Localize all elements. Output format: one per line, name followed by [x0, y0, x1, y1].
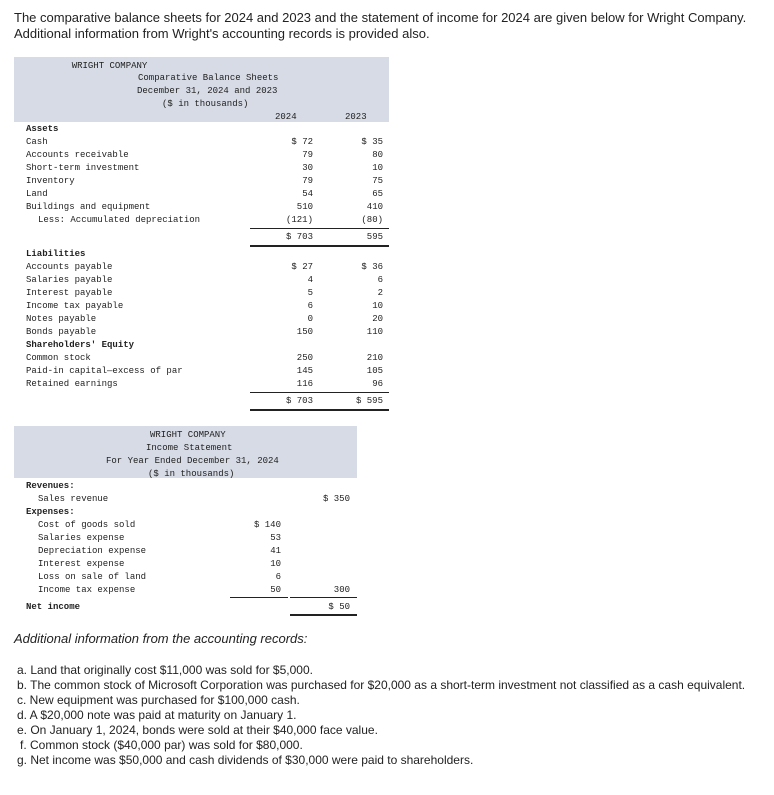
bs-year-strip [14, 112, 389, 122]
list-item: f. Common stock ($40,000 par) was sold for $80,000. [20, 738, 303, 752]
expense-label: Depreciation expense [38, 546, 147, 556]
assets-total-2024: $ 703 [285, 232, 313, 242]
list-item: g. Net income was $50,000 and cash dividends of $30,000 were paid to shareholders. [17, 753, 474, 767]
liability-2024: 150 [296, 327, 313, 337]
liability-label: Income tax payable [26, 301, 124, 311]
expense-label: Salaries expense [38, 533, 125, 543]
le-total-rule [250, 409, 389, 411]
is-title: Income Statement [146, 443, 233, 453]
liability-label: Notes payable [26, 314, 97, 324]
assets-subtotal-rule [250, 228, 389, 229]
le-total-2024: $ 703 [285, 396, 313, 406]
equity-label: Paid-in capital—excess of par [26, 366, 183, 376]
asset-2023: (80) [361, 215, 383, 225]
expense-value: 50 [270, 585, 281, 595]
list-item: e. On January 1, 2024, bonds were sold at their $40,000 face value. [17, 723, 378, 737]
bs-col-2023: 2023 [345, 112, 367, 122]
assets-heading: Assets [26, 124, 59, 134]
equity-heading: Shareholders' Equity [26, 340, 135, 350]
is-units: ($ in thousands) [148, 469, 235, 479]
asset-2024: (121) [285, 215, 313, 225]
asset-2023: 65 [372, 189, 383, 199]
equity-2023: 96 [372, 379, 383, 389]
asset-2023: 80 [372, 150, 383, 160]
expense-value: 53 [270, 533, 281, 543]
liabilities-heading: Liabilities [26, 249, 86, 259]
asset-label: Cash [26, 137, 48, 147]
liability-label: Salaries payable [26, 275, 113, 285]
liability-label: Accounts payable [26, 262, 113, 272]
bs-date: December 31, 2024 and 2023 [137, 86, 278, 96]
net-income-label: Net income [26, 602, 81, 612]
liability-2024: 0 [307, 314, 313, 324]
liability-2024: $ 27 [291, 262, 313, 272]
additional-info-list [17, 663, 757, 768]
expenses-heading: Expenses: [26, 507, 75, 517]
equity-2023: 105 [366, 366, 383, 376]
assets-total-2023: 595 [366, 232, 383, 242]
liability-2023: 110 [366, 327, 383, 337]
net-income-value: $ 50 [328, 602, 350, 612]
list-item: b. The common stock of Microsoft Corporation was purchased for $20,000 as a short-term investment not classified as a cash equivalent. [17, 678, 746, 692]
equity-2023: 210 [366, 353, 383, 363]
intro-text: The comparative balance sheets for 2024 and 2023 and the statement of income for 2024 are given below for Wright Company. Additional information from Wright's accounting records is provided also. [14, 10, 747, 41]
expense-label: Loss on sale of land [38, 572, 147, 582]
liability-2024: 4 [307, 275, 313, 285]
bs-units: ($ in thousands) [162, 99, 249, 109]
asset-label: Inventory [26, 176, 75, 186]
equity-2024: 116 [296, 379, 313, 389]
equity-label: Retained earnings [26, 379, 118, 389]
asset-2024: 54 [302, 189, 313, 199]
asset-label: Buildings and equipment [26, 202, 151, 212]
list-item: c. New equipment was purchased for $100,000 cash. [17, 693, 300, 707]
asset-label: Accounts receivable [26, 150, 129, 160]
liability-2023: $ 36 [361, 262, 383, 272]
liability-2023: 2 [377, 288, 383, 298]
is-period: For Year Ended December 31, 2024 [106, 456, 279, 466]
asset-label: Land [26, 189, 48, 199]
sales-value: $ 350 [322, 494, 350, 504]
revenues-heading: Revenues: [26, 481, 75, 491]
net-income-rule [290, 614, 357, 616]
expense-value: 10 [270, 559, 281, 569]
additional-info-title: Additional information from the accounting records: [14, 631, 308, 646]
expense-value: 41 [270, 546, 281, 556]
expense-label: Interest expense [38, 559, 125, 569]
asset-2023: 410 [366, 202, 383, 212]
le-subtotal-rule [250, 392, 389, 393]
asset-label: Less: Accumulated depreciation [38, 215, 201, 225]
liability-label: Bonds payable [26, 327, 97, 337]
asset-2024: $ 72 [291, 137, 313, 147]
sales-label: Sales revenue [38, 494, 109, 504]
liability-label: Interest payable [26, 288, 113, 298]
expense-label: Income tax expense [38, 585, 136, 595]
asset-2023: 75 [372, 176, 383, 186]
list-item: a. Land that originally cost $11,000 was sold for $5,000. [17, 663, 313, 677]
asset-2023: 10 [372, 163, 383, 173]
expense-value: 6 [275, 572, 281, 582]
bs-title: Comparative Balance Sheets [138, 73, 279, 83]
liability-2024: 5 [307, 288, 313, 298]
bs-company-name: WRIGHT COMPANY [71, 61, 148, 71]
asset-2024: 79 [302, 176, 313, 186]
bs-col-2024: 2024 [275, 112, 297, 122]
asset-2024: 30 [302, 163, 313, 173]
expense-value: $ 140 [253, 520, 281, 530]
equity-label: Common stock [26, 353, 91, 363]
expenses-total: 300 [333, 585, 350, 595]
equity-2024: 145 [296, 366, 313, 376]
le-total-2023: $ 595 [355, 396, 383, 406]
liability-2023: 6 [377, 275, 383, 285]
asset-2024: 510 [296, 202, 313, 212]
expenses-rule [230, 597, 288, 598]
equity-2024: 250 [296, 353, 313, 363]
is-company-name: WRIGHT COMPANY [150, 430, 226, 440]
list-item: d. A $20,000 note was paid at maturity on January 1. [17, 708, 297, 722]
liability-2023: 10 [372, 301, 383, 311]
liability-2023: 20 [372, 314, 383, 324]
asset-2023: $ 35 [361, 137, 383, 147]
revenue-expense-rule [290, 597, 357, 598]
assets-total-rule [250, 245, 389, 247]
expense-label: Cost of goods sold [38, 520, 136, 530]
liability-2024: 6 [307, 301, 313, 311]
asset-2024: 79 [302, 150, 313, 160]
asset-label: Short-term investment [26, 163, 140, 173]
